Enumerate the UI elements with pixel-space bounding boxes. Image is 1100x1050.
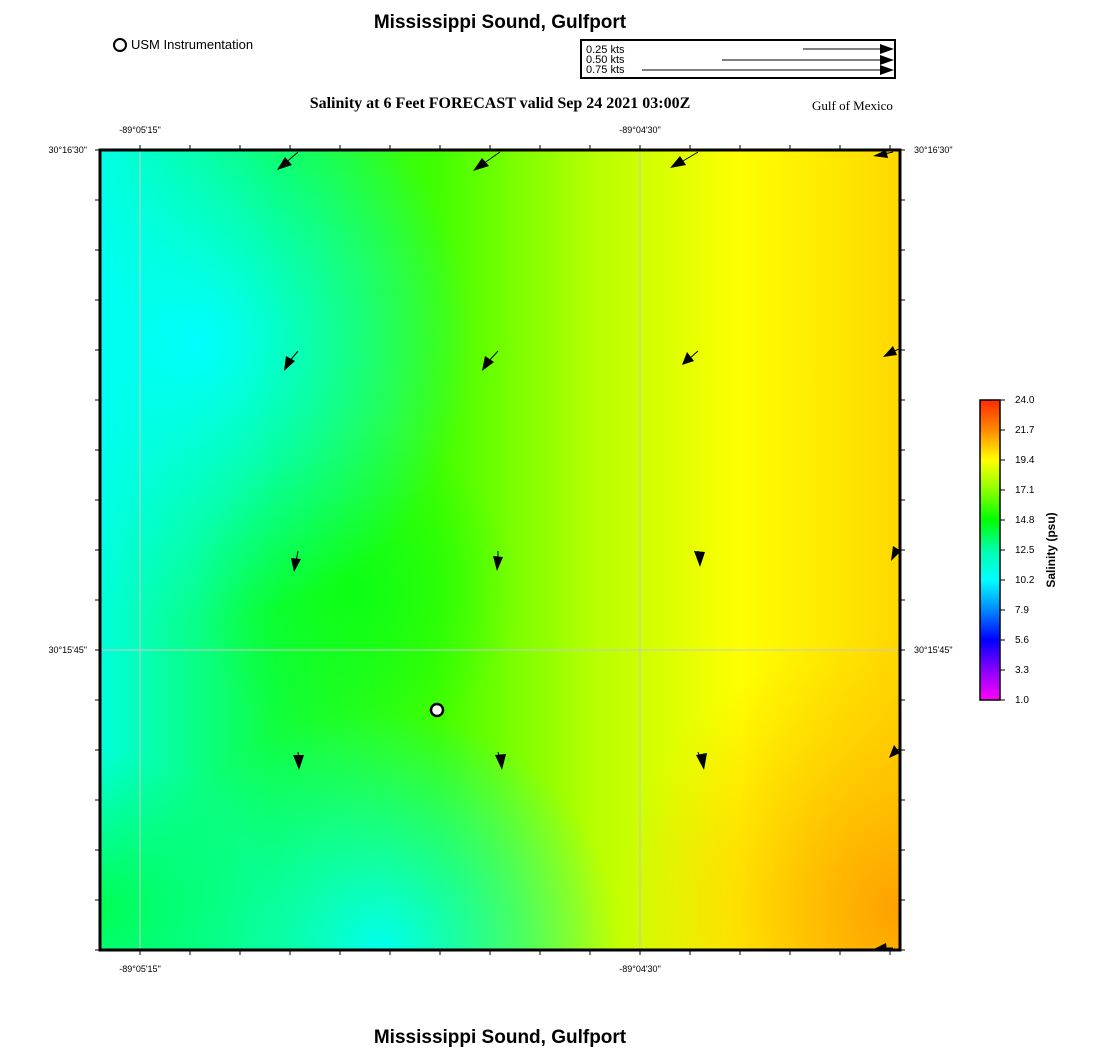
colorbar-tick-label: 19.4	[1015, 455, 1035, 466]
lon-tick-bottom-2: -89°04'30"	[619, 964, 661, 974]
lat-tick-left-2: 30°15'45"	[48, 645, 87, 655]
colorbar-tick-label: 21.7	[1015, 425, 1035, 436]
colorbar-tick-label: 1.0	[1015, 695, 1029, 706]
map-subtitle: Salinity at 6 Feet FORECAST valid Sep 24 2021 03:00Z	[309, 95, 691, 112]
colorbar-tick-label: 3.3	[1015, 665, 1029, 676]
lat-tick-right-1: 30°16'30"	[914, 145, 953, 155]
lon-tick-bottom-1: -89°05'15"	[119, 964, 161, 974]
colorbar-tick-label: 17.1	[1015, 485, 1035, 496]
salinity-field	[100, 150, 900, 950]
lat-tick-right-2: 30°15'45"	[914, 645, 953, 655]
footer-title: Mississippi Sound, Gulfport	[373, 1027, 627, 1048]
colorbar-tick-label: 10.2	[1015, 575, 1035, 586]
colorbar	[980, 395, 1058, 706]
legend-label: USM Instrumentation	[131, 37, 254, 52]
colorbar-tick-label: 24.0	[1015, 395, 1035, 406]
region-label: Gulf of Mexico	[812, 98, 893, 113]
map-title: Mississippi Sound, Gulfport	[373, 12, 627, 33]
colorbar-tick-label: 7.9	[1015, 605, 1029, 616]
colorbar-tick-label: 12.5	[1015, 545, 1035, 556]
lat-tick-left-1: 30°16'30"	[48, 145, 87, 155]
colorbar-scale	[980, 400, 1000, 700]
colorbar-tick-label: 5.6	[1015, 635, 1029, 646]
lon-tick-top-1: -89°05'15"	[119, 125, 161, 135]
vector-key-label-3: 0.75 kts	[586, 64, 625, 76]
vector-key-label-1: 0.25 kts	[586, 44, 625, 56]
colorbar-tick-label: 14.8	[1015, 515, 1035, 526]
vector-key-label-2: 0.50 kts	[586, 54, 625, 66]
colorbar-ticks	[1000, 395, 1035, 706]
lon-tick-top-2: -89°04'30"	[619, 125, 661, 135]
usm-station-marker[interactable]	[431, 704, 443, 716]
colorbar-label: Salinity (psu)	[1044, 512, 1058, 588]
